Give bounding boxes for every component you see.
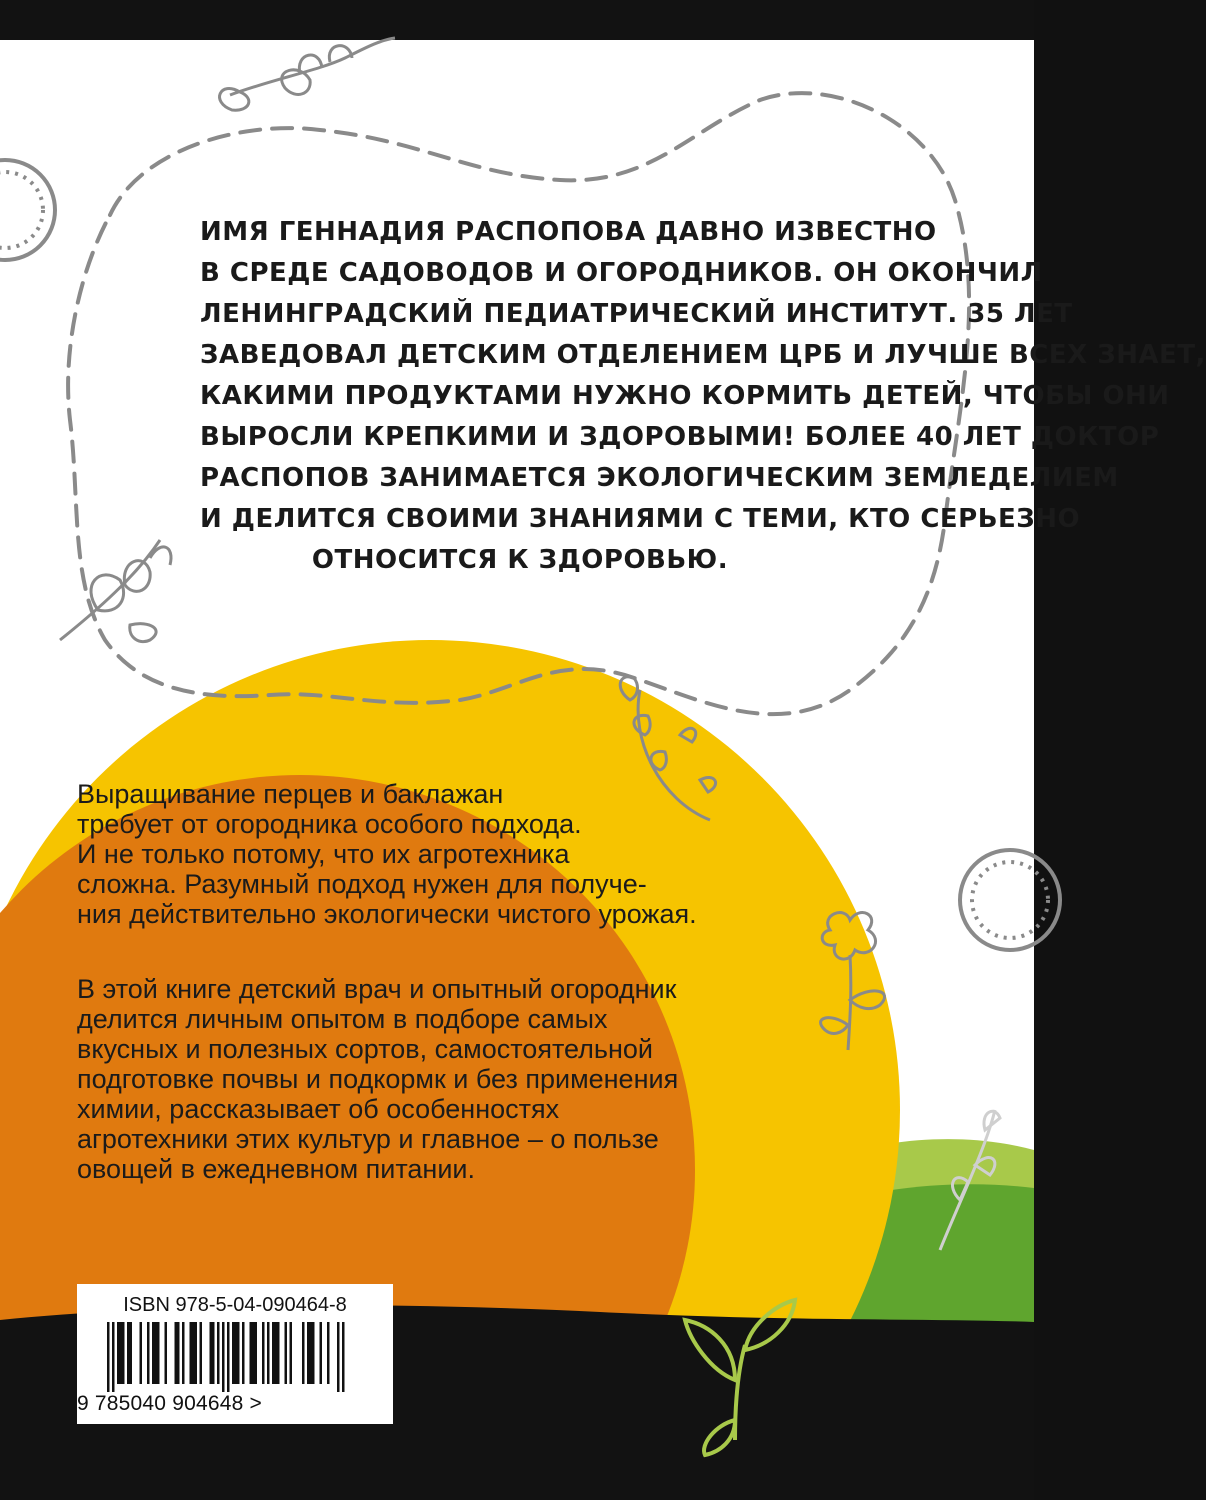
description-line: ния действительно экологически чистого урожая. xyxy=(77,899,697,929)
barcode-bar xyxy=(262,1322,265,1384)
barcode-bar xyxy=(130,1322,133,1384)
barcode-bar xyxy=(285,1322,288,1384)
barcode-bar xyxy=(152,1322,155,1384)
isbn-barcode xyxy=(77,1284,393,1424)
barcode-bar xyxy=(195,1322,198,1384)
description-paragraph-1 xyxy=(77,779,977,929)
author-blurb-line: ИМЯ ГЕННАДИЯ РАСПОПОВА ДАВНО ИЗВЕСТНО xyxy=(200,217,937,247)
barcode-digits: 9 785040 904648 > xyxy=(77,1392,262,1415)
barcode-bar xyxy=(232,1322,235,1384)
description-line: вкусных и полезных сортов, самостоятельной xyxy=(77,1034,653,1064)
barcode-bar xyxy=(267,1322,270,1384)
barcode-bar xyxy=(255,1322,258,1384)
barcode-bar xyxy=(177,1322,180,1384)
barcode-bar xyxy=(190,1322,193,1384)
barcode-bar xyxy=(277,1322,280,1384)
barcode-bar xyxy=(157,1322,160,1384)
barcode-bar xyxy=(120,1322,123,1384)
barcode-bar xyxy=(237,1322,240,1384)
barcode-bars xyxy=(77,1322,393,1392)
description-line: требует от огородника особого подхода. xyxy=(77,809,582,839)
barcode-bar xyxy=(250,1322,253,1384)
barcode-bar xyxy=(290,1322,293,1384)
barcode-bar xyxy=(107,1322,110,1392)
author-blurb-line: ОТНОСИТСЯ К ЗДОРОВЬЮ. xyxy=(311,545,729,575)
barcode-bar xyxy=(307,1322,310,1384)
author-blurb-line: И ДЕЛИТСЯ СВОИМИ ЗНАНИЯМИ С ТЕМИ, КТО СЕРЬЕЗНО xyxy=(200,504,1081,534)
barcode-bar xyxy=(217,1322,220,1384)
description-line: химии, рассказывает об особенностях xyxy=(77,1094,560,1124)
barcode-bar xyxy=(200,1322,203,1384)
barcode-bar xyxy=(242,1322,245,1384)
barcode-bar xyxy=(212,1322,215,1384)
author-blurb-line: РАСПОПОВ ЗАНИМАЕТСЯ ЭКОЛОГИЧЕСКИМ ЗЕМЛЕДЕЛИЕМ xyxy=(200,463,1119,493)
barcode-bar xyxy=(165,1322,168,1384)
description-line: Выращивание перцев и баклажан xyxy=(77,779,504,809)
barcode-bar xyxy=(210,1322,213,1384)
barcode-bar xyxy=(117,1322,120,1384)
description-line: делится личным опытом в подборе самых xyxy=(77,1004,608,1034)
top-black-band xyxy=(0,0,1034,40)
barcode-bar xyxy=(342,1322,345,1392)
barcode-bar xyxy=(310,1322,313,1384)
barcode-bar xyxy=(112,1322,115,1392)
barcode-bar xyxy=(302,1322,305,1384)
description-line: И не только потому, что их агротехника xyxy=(77,839,570,869)
barcode-bar xyxy=(312,1322,315,1384)
author-blurb-line: В СРЕДЕ САДОВОДОВ И ОГОРОДНИКОВ. ОН ОКОНЧИЛ xyxy=(200,258,1043,288)
leaf-sprig-icon xyxy=(220,38,395,110)
barcode-bar xyxy=(327,1322,330,1384)
author-blurb-line: КАКИМИ ПРОДУКТАМИ НУЖНО КОРМИТЬ ДЕТЕЙ, ЧТОБЫ ОНИ xyxy=(200,381,1170,411)
barcode-bar xyxy=(227,1322,230,1392)
barcode-bar xyxy=(122,1322,125,1384)
barcode-bar xyxy=(182,1322,185,1384)
barcode-bar xyxy=(320,1322,323,1384)
barcode-bar xyxy=(175,1322,178,1384)
barcode-bar xyxy=(252,1322,255,1384)
isbn-label: ISBN 978-5-04-090464-8 xyxy=(123,1294,347,1316)
author-blurb-line: ЛЕНИНГРАДСКИЙ ПЕДИАТРИЧЕСКИЙ ИНСТИТУТ. 35 ЛЕТ xyxy=(200,299,1073,329)
description-line: агротехники этих культур и главное – о пользе xyxy=(77,1124,659,1154)
barcode-bar xyxy=(337,1322,340,1392)
author-blurb-line: ВЫРОСЛИ КРЕПКИМИ И ЗДОРОВЫМИ! БОЛЕЕ 40 ЛЕТ ДОКТОР xyxy=(200,422,1160,452)
barcode-bar xyxy=(192,1322,195,1384)
barcode-bar xyxy=(235,1322,238,1384)
barcode-bar xyxy=(155,1322,158,1384)
barcode-bar xyxy=(222,1322,225,1392)
description-line: подготовке почвы и подкормк и без применения xyxy=(77,1064,679,1094)
lemon-slice-icon xyxy=(0,160,55,260)
barcode-bar xyxy=(127,1322,130,1384)
description-line: овощей в ежедневном питании. xyxy=(77,1154,475,1184)
description-line: В этой книге детский врач и опытный огородник xyxy=(77,974,677,1004)
author-blurb-line: ЗАВЕДОВАЛ ДЕТСКИМ ОТДЕЛЕНИЕМ ЦРБ И ЛУЧШЕ ВСЕХ ЗНАЕТ, xyxy=(200,340,1206,370)
leaf-sprig-icon xyxy=(60,540,171,642)
barcode-bar xyxy=(275,1322,278,1384)
barcode-bar xyxy=(272,1322,275,1384)
author-blurb xyxy=(200,212,1206,581)
description-line: сложна. Разумный подход нужен для получе- xyxy=(77,869,647,899)
description-paragraph-2 xyxy=(77,974,977,1184)
barcode-bar xyxy=(140,1322,143,1384)
barcode-bar xyxy=(147,1322,150,1384)
